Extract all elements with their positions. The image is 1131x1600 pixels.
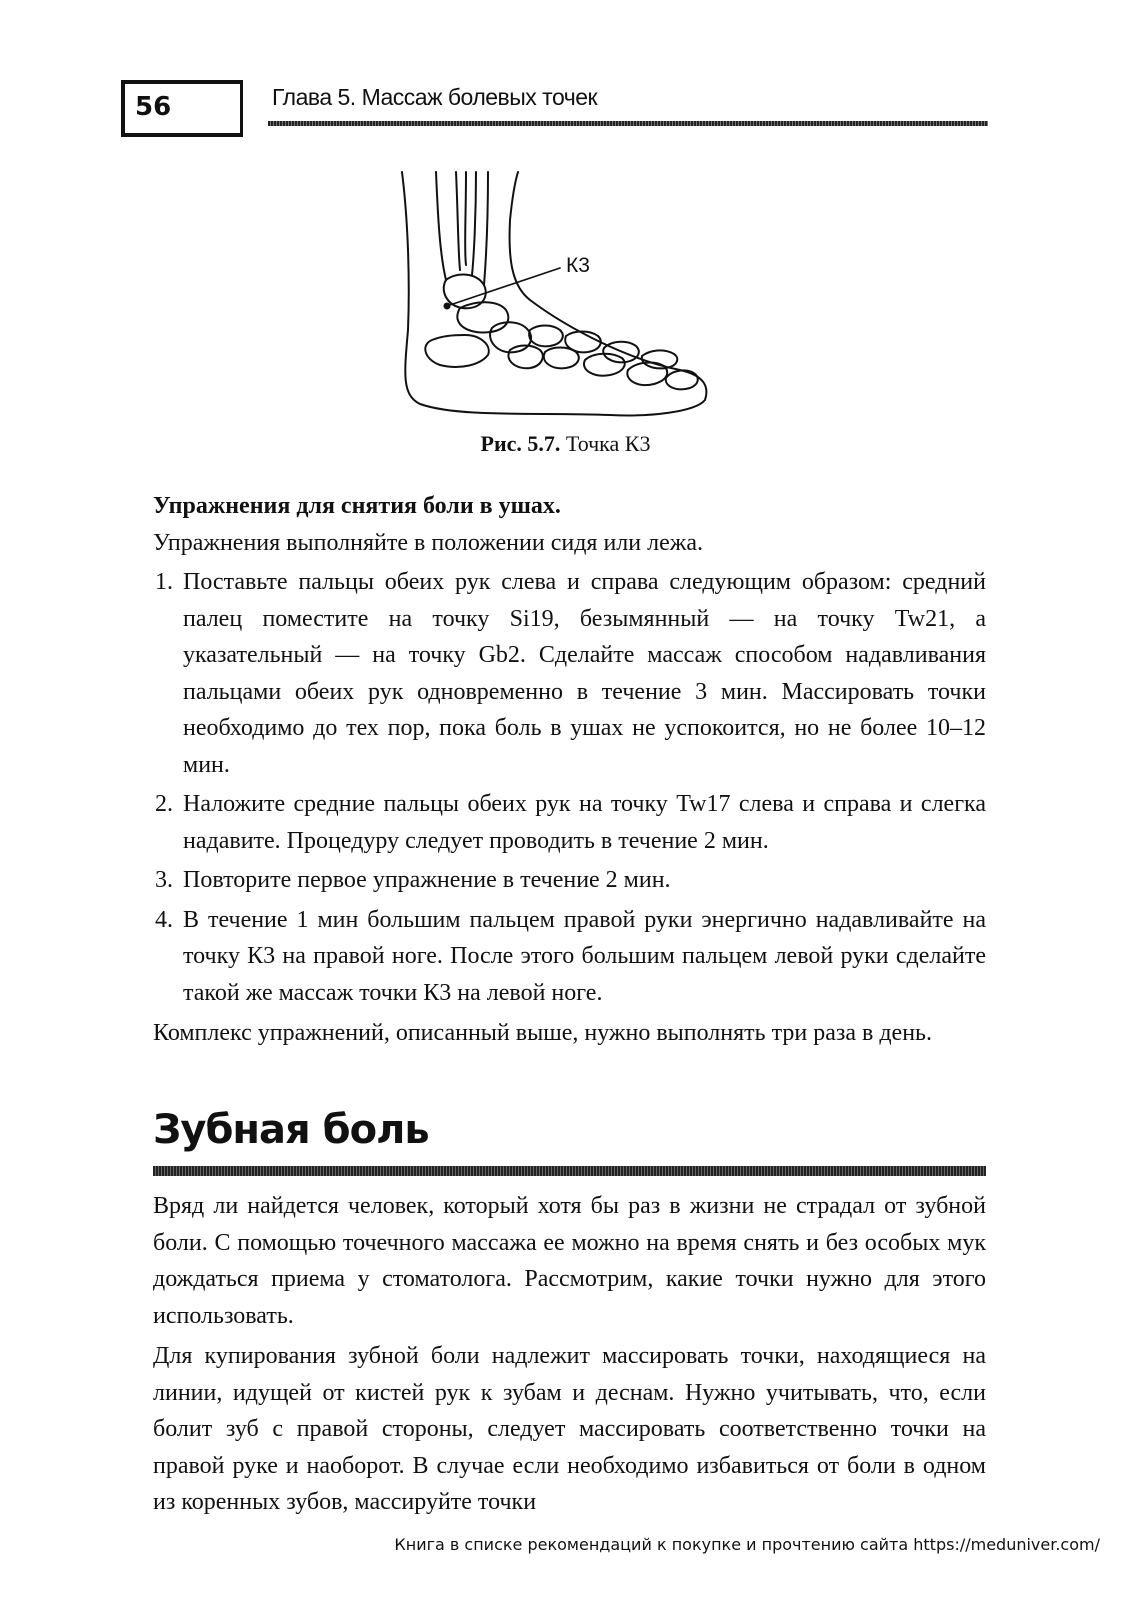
- header-rule: [268, 121, 988, 126]
- list-item-number: 4.: [155, 906, 173, 933]
- list-item-text: Поставьте пальцы обеих рук слева и справа следующим образом: средний палец поместите на точку Si19, безымянный — на точку Tw21, а указательный — на точку Gb2. Сделайте массаж способом надавливания пальцами обеих рук одновременно в течение 3 мин. Массировать точки необходимо до тех пор, пока боль в ушах не успокоится, но не более 10–12 мин.: [183, 569, 986, 778]
- toothache-paragraph-1: Вряд ли найдется человек, который хотя бы раз в жизни не страдал от зубной боли. С помощью точечного массажа ее можно на время снять и без особых мук дождаться приема у стоматолога. Рассмотрим, какие точки нужно для этого использовать.: [153, 1193, 986, 1329]
- footer-note: Книга в списке рекомендаций к покупке и прочтению сайта https://meduniver.com/: [394, 1535, 1100, 1554]
- figure-caption: [0, 431, 1131, 457]
- list-item: [153, 564, 986, 783]
- figure-caption-number: Рис. 5.7.: [480, 431, 561, 456]
- chapter-title: Глава 5. Массаж болевых точек: [272, 84, 598, 110]
- toothache-section: [153, 1188, 986, 1521]
- ear-exercises-section: [153, 488, 986, 1052]
- list-item-number: 2.: [155, 791, 173, 817]
- list-item: [153, 786, 986, 859]
- list-item-text: Наложите средние пальцы обеих рук на точку Tw17 слева и справа и слегка надавите. Процедуру следует проводить в течение 2 мин.: [183, 791, 986, 854]
- toothache-paragraph-2: Для купирования зубной боли надлежит массировать точки, находящиеся на линии, идущей от кистей рук к зубам и деснам. Нужно учитывать, что, если болит зуб с правой стороны, следует массировать соответственно точки на правой руке и наоборот. В случае если необходимо избавиться от боли в одном из коренных зубов, массируйте точки: [153, 1343, 986, 1515]
- page-number: 56: [121, 80, 243, 137]
- list-item: [153, 862, 986, 899]
- list-item-number: 3.: [155, 867, 173, 893]
- list-item-text: В течение 1 мин большим пальцем правой руки энергично надавливайте на точку К3 на правой ноге. После этого большим пальцем левой руки сделайте такой же массаж точки К3 на левой ноге.: [183, 906, 986, 1006]
- ear-exercises-title: Упражнения для снятия боли в ушах.: [153, 493, 561, 519]
- section-rule: [153, 1166, 986, 1176]
- point-label-k3: К3: [566, 254, 590, 277]
- figure-caption-text: Точка К3: [565, 431, 651, 456]
- ear-exercises-summary: Комплекс упражнений, описанный выше, нужно выполнять три раза в день.: [153, 1020, 932, 1046]
- section-heading: Зубная боль: [153, 1107, 429, 1153]
- exercise-list: [153, 564, 986, 1011]
- foot-illustration: [380, 160, 760, 430]
- list-item-text: Повторите первое упражнение в течение 2 мин.: [183, 867, 671, 893]
- list-item-number: 1.: [155, 569, 173, 595]
- ear-exercises-intro: Упражнения выполняйте в положении сидя или лежа.: [153, 529, 703, 556]
- list-item: [153, 902, 986, 1012]
